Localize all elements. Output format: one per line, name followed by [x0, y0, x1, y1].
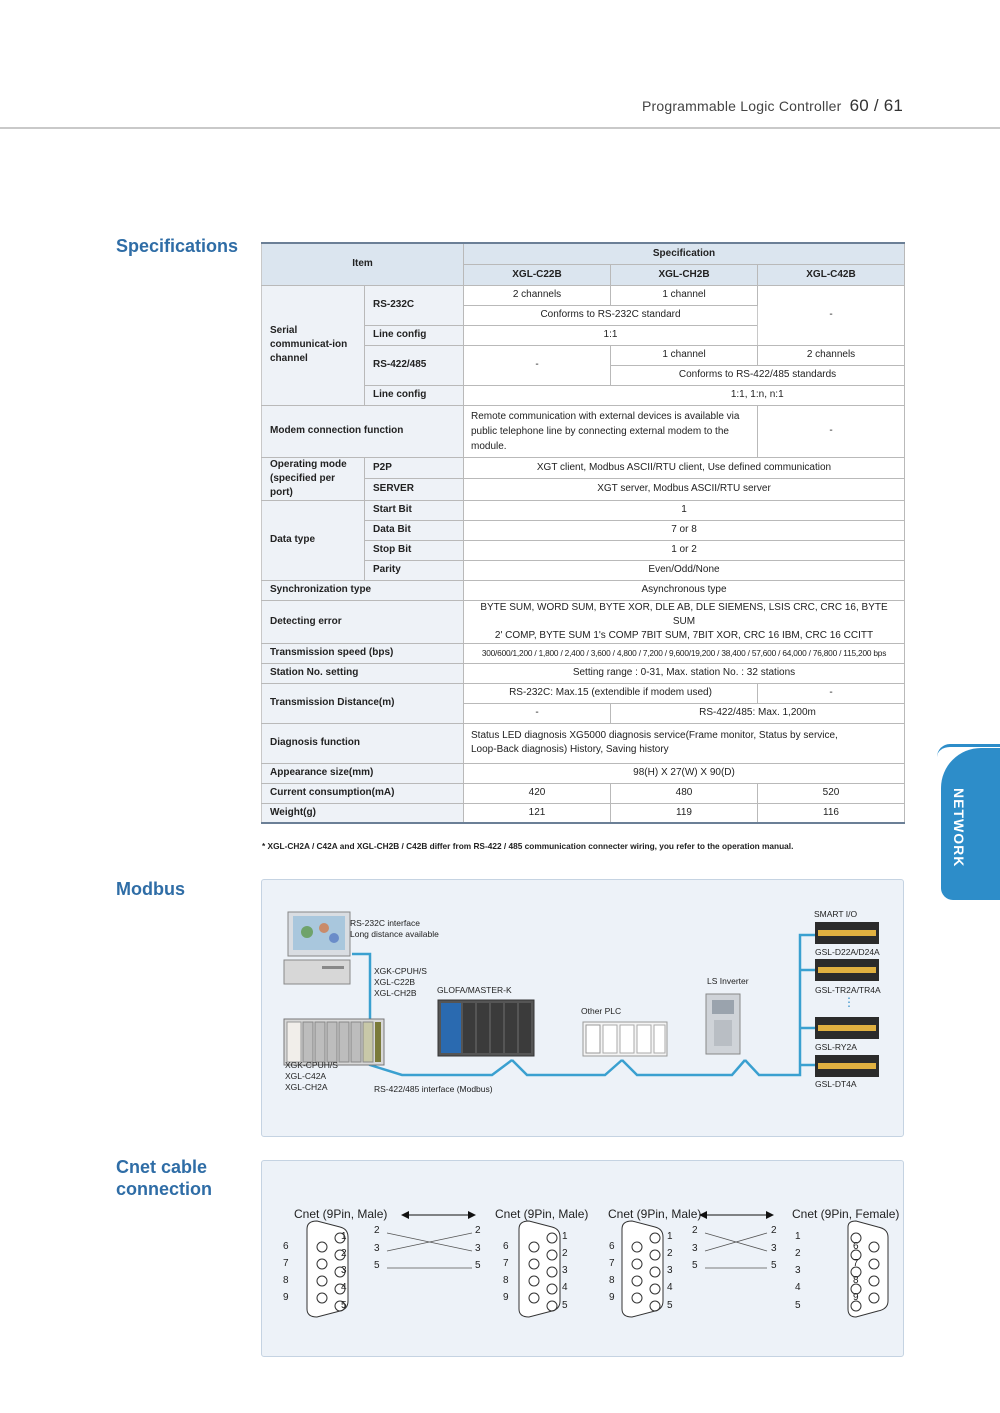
line-config-422-spacer	[464, 385, 611, 405]
pin-lb-7: 7	[503, 1258, 509, 1269]
current-c42b: 520	[758, 783, 905, 803]
rs422-ch2b: 1 channel	[611, 345, 758, 365]
current-label: Current consumption(mA)	[262, 783, 464, 803]
pin-la-1: 1	[341, 1231, 347, 1242]
footnote: * XGL-CH2A / C42A and XGL-CH2B / C42B differ from RS-422 / 485 communication connecter wiring, you refer to the operation manual.	[262, 841, 794, 851]
station-value: Setting range : 0-31, Max. station No. : 32 stations	[464, 663, 905, 683]
p2p-value: XGT client, Modbus ASCII/RTU client, Use defined communication	[464, 457, 905, 479]
module-b-label	[374, 966, 427, 999]
modem-value: Remote communication with external devices is available via public telephone line by connecting external modem to the module.	[464, 405, 758, 457]
diag-value	[464, 723, 905, 763]
other-plc-label: Other PLC	[581, 1006, 622, 1016]
wire-rb-3: 3	[771, 1243, 777, 1254]
data-bit-label: Data Bit	[365, 520, 464, 540]
current-ch2b: 480	[611, 783, 758, 803]
rs422-cable-c	[622, 1060, 745, 1075]
rs422-c42b: 2 channels	[758, 345, 905, 365]
module-a-label	[285, 1060, 338, 1093]
pin-ra-9: 9	[609, 1292, 615, 1303]
rs422-interface-label: RS-422/485 interface (Modbus)	[374, 1084, 493, 1094]
pin-la-4: 4	[341, 1282, 347, 1293]
glofa-label: GLOFA/MASTER-K	[437, 985, 512, 995]
pin-rb-5: 5	[795, 1300, 801, 1311]
data-type-label: Data type	[262, 500, 365, 580]
diag-value-line2: Loop-Back diagnosis) History, Saving history	[471, 744, 669, 755]
rs232-standard: Conforms to RS-232C standard	[464, 305, 758, 325]
speed-label: Transmission speed (bps)	[262, 643, 464, 663]
model-header-ch2b: XGL-CH2B	[611, 264, 758, 285]
rs232-label-line2: Long distance available	[350, 929, 439, 939]
specifications-heading: Specifications	[116, 236, 239, 256]
modbus-heading: Modbus	[116, 879, 185, 899]
pin-lb-8: 8	[503, 1275, 509, 1286]
wire-ra-3: 3	[692, 1243, 698, 1254]
cnet-diagram	[261, 1160, 904, 1357]
sync-value: Asynchronous type	[464, 580, 905, 600]
server-label: SERVER	[365, 479, 464, 501]
detect-value-line2: 2' COMP, BYTE SUM 1's COMP 7BIT SUM, 7BIT XOR, CRC 16 IBM, CRC 16 CCITT	[494, 629, 874, 641]
pin-la-7: 7	[283, 1258, 289, 1269]
start-bit-value: 1	[464, 500, 905, 520]
speed-value: 300/600/1,200 / 1,800 / 2,400 / 3,600 / 4,800 / 7,200 / 9,600/19,200 / 38,400 / 57,600 / 64,000 / 76,800 / 115,200 bps	[464, 643, 905, 663]
wire-rb-2: 2	[771, 1225, 777, 1236]
rs422-standard: Conforms to RS-422/485 standards	[611, 365, 905, 385]
pin-lb-9: 9	[503, 1292, 509, 1303]
data-bit-value: 7 or 8	[464, 520, 905, 540]
server-value: XGT server, Modbus ASCII/RTU server	[464, 479, 905, 501]
distance-232-c42b: -	[758, 683, 905, 703]
gsl-2-label: GSL-TR2A/TR4A	[815, 985, 881, 995]
pin-rb-9: 9	[853, 1292, 859, 1303]
wire-lb-2: 2	[475, 1225, 481, 1236]
pin-ra-2: 2	[667, 1248, 673, 1259]
pin-la-2: 2	[341, 1248, 347, 1259]
cnet-heading	[116, 1156, 212, 1200]
size-label: Appearance size(mm)	[262, 763, 464, 783]
weight-label: Weight(g)	[262, 803, 464, 823]
cnet-right-b-title: Cnet (9Pin, Female)	[792, 1207, 900, 1221]
pin-la-3: 3	[341, 1265, 347, 1276]
current-c22b: 420	[464, 783, 611, 803]
module-a-line1: XGK-CPUH/S	[285, 1060, 338, 1070]
pin-rb-1: 1	[795, 1231, 801, 1242]
pin-rb-3: 3	[795, 1265, 801, 1276]
pin-ra-8: 8	[609, 1275, 615, 1286]
module-b-line3: XGL-CH2B	[374, 988, 417, 998]
glofa-plc-icon	[438, 1000, 534, 1056]
item-header: Item	[262, 243, 464, 285]
parity-value: Even/Odd/None	[464, 560, 905, 580]
more-modules-dots: ⋮	[843, 995, 855, 1009]
detect-label: Detecting error	[262, 600, 464, 643]
pin-ra-1: 1	[667, 1231, 673, 1242]
pc-icon	[284, 912, 350, 984]
connector-right-a	[622, 1221, 663, 1317]
running-header	[642, 96, 903, 116]
specifications-table	[261, 242, 905, 824]
line-config-label: Line config	[365, 325, 464, 345]
cnet-heading-line1: Cnet cable	[116, 1157, 208, 1177]
pin-la-6: 6	[283, 1241, 289, 1252]
weight-c42b: 116	[758, 803, 905, 823]
wire-la-2: 2	[374, 1225, 380, 1236]
pin-ra-7: 7	[609, 1258, 615, 1269]
pin-lb-5: 5	[562, 1300, 568, 1311]
distance-422: RS-422/485: Max. 1,200m	[611, 703, 905, 723]
pin-la-8: 8	[283, 1275, 289, 1286]
diag-value-line1: Status LED diagnosis XG5000 diagnosis service(Frame monitor, Status by service,	[471, 730, 838, 741]
pin-rb-7: 7	[853, 1258, 859, 1269]
rs232-label	[350, 918, 439, 940]
wire-rb-5: 5	[771, 1260, 777, 1271]
pin-rb-4: 4	[795, 1282, 801, 1293]
connector-left-b	[519, 1221, 560, 1317]
wire-ra-5: 5	[692, 1260, 698, 1271]
gsl-4-label: GSL-DT4A	[815, 1079, 857, 1089]
sync-label: Synchronization type	[262, 580, 464, 600]
pin-la-9: 9	[283, 1292, 289, 1303]
other-plc-icon	[583, 1022, 667, 1056]
pin-rb-2: 2	[795, 1248, 801, 1259]
model-header-c42b: XGL-C42B	[758, 264, 905, 285]
cnet-drawing	[262, 1161, 905, 1358]
inverter-icon	[706, 994, 740, 1054]
module-a-line3: XGL-CH2A	[285, 1082, 328, 1092]
stop-bit-value: 1 or 2	[464, 540, 905, 560]
station-label: Station No. setting	[262, 663, 464, 683]
module-b-line1: XGK-CPUH/S	[374, 966, 427, 976]
wire-lb-3: 3	[475, 1243, 481, 1254]
pin-lb-1: 1	[562, 1231, 568, 1242]
pin-ra-5: 5	[667, 1300, 673, 1311]
rs232-ch2b: 1 channel	[611, 285, 758, 305]
p2p-label: P2P	[365, 457, 464, 479]
header-title: Programmable Logic Controller	[641, 98, 842, 114]
rs422-cable-b	[512, 1060, 622, 1075]
wire-ra-2: 2	[692, 1225, 698, 1236]
weight-ch2b: 119	[611, 803, 758, 823]
pin-ra-3: 3	[667, 1265, 673, 1276]
line-config-232: 1:1	[464, 325, 758, 345]
rs422-c22b: -	[464, 345, 611, 385]
specification-header: Specification	[464, 243, 905, 264]
start-bit-label: Start Bit	[365, 500, 464, 520]
wire-la-3: 3	[374, 1243, 380, 1254]
pin-ra-4: 4	[667, 1282, 673, 1293]
smart-io-label: SMART I/O	[814, 909, 858, 919]
gsl-3-label: GSL-RY2A	[815, 1042, 857, 1052]
pin-rb-8: 8	[853, 1275, 859, 1286]
wire-la-5: 5	[374, 1260, 380, 1271]
modem-label: Modem connection function	[262, 405, 464, 457]
detect-value-line1: BYTE SUM, WORD SUM, BYTE XOR, DLE AB, DLE SIEMENS, LSIS CRC, CRC 16, BYTE SUM	[480, 601, 888, 627]
rs422-label: RS-422/485	[365, 345, 464, 385]
xgk-plc-icon	[284, 1019, 384, 1065]
pin-lb-6: 6	[503, 1241, 509, 1252]
rs232-c42b: -	[758, 285, 905, 345]
page-number: 60 / 61	[849, 96, 903, 115]
pin-lb-2: 2	[562, 1248, 568, 1259]
rs422-cable-d	[745, 935, 817, 1075]
network-side-tab[interactable]	[941, 748, 1000, 900]
distance-422-c22b: -	[464, 703, 611, 723]
detect-value	[464, 600, 905, 643]
module-b-line2: XGL-C22B	[374, 977, 416, 987]
module-a-line2: XGL-C42A	[285, 1071, 327, 1081]
cnet-left-b-title: Cnet (9Pin, Male)	[495, 1207, 589, 1221]
line-config-422: 1:1, 1:n, n:1	[611, 385, 905, 405]
cnet-heading-line2: connection	[116, 1179, 213, 1199]
distance-label: Transmission Distance(m)	[262, 683, 464, 723]
line-config-label-2: Line config	[365, 385, 464, 405]
pin-lb-3: 3	[562, 1265, 568, 1276]
model-header-c22b: XGL-C22B	[464, 264, 611, 285]
gsl-1-label: GSL-D22A/D24A	[815, 947, 880, 957]
op-mode-label: Operating mode (specified per port)	[262, 457, 365, 500]
cnet-right-a-title: Cnet (9Pin, Male)	[608, 1207, 702, 1221]
size-value: 98(H) X 27(W) X 90(D)	[464, 763, 905, 783]
cnet-left-a-title: Cnet (9Pin, Male)	[294, 1207, 388, 1221]
stop-bit-label: Stop Bit	[365, 540, 464, 560]
pin-la-5: 5	[341, 1300, 347, 1311]
serial-channel-label: Serial communicat-ion channel	[262, 285, 365, 405]
header-rule	[0, 127, 1000, 129]
parity-label: Parity	[365, 560, 464, 580]
rs232-label-line1: RS-232C interface	[350, 918, 420, 928]
ls-inverter-label: LS Inverter	[707, 976, 749, 986]
rs232-c22b: 2 channels	[464, 285, 611, 305]
rs232c-label: RS-232C	[365, 285, 464, 325]
modem-c42b: -	[758, 405, 905, 457]
weight-c22b: 121	[464, 803, 611, 823]
pin-lb-4: 4	[562, 1282, 568, 1293]
distance-232: RS-232C: Max.15 (extendible if modem used)	[464, 683, 758, 703]
modbus-diagram	[261, 879, 904, 1137]
pin-ra-6: 6	[609, 1241, 615, 1252]
wire-lb-5: 5	[475, 1260, 481, 1271]
pin-rb-6: 6	[853, 1241, 859, 1252]
diag-label: Diagnosis function	[262, 723, 464, 763]
network-tab-label: NETWORK	[951, 788, 967, 868]
